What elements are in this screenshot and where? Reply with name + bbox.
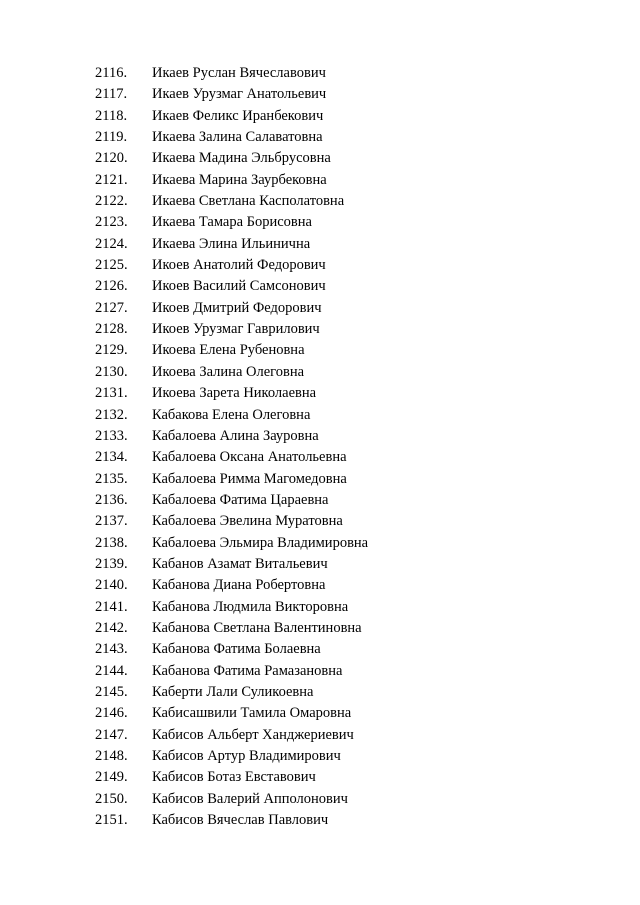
list-item <box>95 426 615 447</box>
list-item <box>95 725 615 746</box>
list-item <box>95 639 615 660</box>
entry-name: Кабисов Вячеслав Павлович <box>152 812 329 829</box>
entry-name: Кабанова Фатима Болаевна <box>152 641 321 658</box>
entry-name: Кабанова Фатима Рамазановна <box>152 662 343 679</box>
list-item <box>95 618 615 639</box>
entry-number: 2150. <box>95 790 128 807</box>
entry-name: Кабисов Ботаз Евставович <box>152 769 316 786</box>
name-list <box>95 63 615 831</box>
list-item <box>95 212 615 233</box>
entry-name: Кабакова Елена Олеговна <box>152 406 311 423</box>
entry-name: Кабалоева Алина Зауровна <box>152 427 319 444</box>
list-item <box>95 170 615 191</box>
entry-name: Икаева Светлана Касполатовна <box>152 193 345 210</box>
list-item <box>95 703 615 724</box>
entry-name: Кабалоева Эвелина Муратовна <box>152 513 343 530</box>
entry-number: 2148. <box>95 748 128 764</box>
entry-name: Икоев Василий Самсонович <box>152 278 326 295</box>
entry-number: 2123. <box>95 214 128 231</box>
entry-number: 2138. <box>95 534 128 551</box>
entry-name: Кабалоева Эльмира Владимировна <box>152 534 369 551</box>
entry-name: Икоев Анатолий Федорович <box>152 257 326 274</box>
entry-number: 2121. <box>95 171 128 188</box>
entry-name: Икаева Залина Салаватовна <box>152 129 323 146</box>
entry-name: Каберти Лали Суликоевна <box>152 683 314 700</box>
entry-number: 2117. <box>95 86 128 103</box>
list-item <box>95 405 615 426</box>
entry-number: 2134. <box>95 449 128 466</box>
entry-name: Икаев Урузмаг Анатольевич <box>152 86 327 103</box>
entry-name: Кабанов Азамат Витальевич <box>152 555 328 572</box>
entry-number: 2129. <box>95 342 128 359</box>
entry-name: Икоев Урузмаг Гаврилович <box>152 321 320 338</box>
entry-name: Икоева Зарета Николаевна <box>152 385 317 402</box>
entry-name: Икаев Руслан Вячеславович <box>152 65 326 81</box>
entry-number: 2131. <box>95 385 128 402</box>
list-item <box>95 362 615 383</box>
entry-number: 2133. <box>95 427 128 444</box>
entry-name: Кабисов Артур Владимирович <box>152 748 341 764</box>
list-item <box>95 511 615 532</box>
list-item <box>95 490 615 511</box>
entry-name: Кабанова Светлана Валентиновна <box>152 619 362 636</box>
list-item <box>95 63 615 84</box>
list-item <box>95 191 615 212</box>
entry-number: 2132. <box>95 406 128 423</box>
list-item <box>95 469 615 490</box>
list-item <box>95 276 615 297</box>
entry-number: 2149. <box>95 769 128 786</box>
list-item <box>95 597 615 618</box>
entry-number: 2137. <box>95 513 128 530</box>
list-item <box>95 340 615 361</box>
entry-number: 2140. <box>95 577 128 594</box>
list-item <box>95 767 615 788</box>
entry-name: Кабалоева Фатима Цараевна <box>152 491 329 508</box>
list-item <box>95 255 615 276</box>
entry-number: 2145. <box>95 683 128 700</box>
list-item <box>95 661 615 682</box>
entry-name: Икаев Феликс Иранбекович <box>152 107 324 124</box>
list-item <box>95 148 615 169</box>
entry-number: 2126. <box>95 278 128 295</box>
entry-name: Икаева Марина Заурбековна <box>152 171 327 188</box>
entry-number: 2130. <box>95 363 128 380</box>
entry-name: Кабалоева Римма Магомедовна <box>152 470 347 487</box>
entry-number: 2116. <box>95 65 128 81</box>
entry-name: Кабанова Людмила Викторовна <box>152 598 349 615</box>
entry-number: 2122. <box>95 193 128 210</box>
list-item <box>95 533 615 554</box>
entry-number: 2139. <box>95 555 128 572</box>
list-item <box>95 383 615 404</box>
entry-number: 2135. <box>95 470 128 487</box>
entry-number: 2120. <box>95 150 128 167</box>
entry-number: 2127. <box>95 299 128 316</box>
list-item <box>95 746 615 767</box>
entry-name: Кабалоева Оксана Анатольевна <box>152 449 347 466</box>
entry-name: Икаева Элина Ильинична <box>152 235 311 252</box>
list-item <box>95 789 615 810</box>
entry-number: 2142. <box>95 619 128 636</box>
list-item <box>95 319 615 340</box>
list-item <box>95 234 615 255</box>
list-item <box>95 575 615 596</box>
entry-number: 2144. <box>95 662 128 679</box>
list-item <box>95 554 615 575</box>
list-item <box>95 682 615 703</box>
entry-name: Икоева Елена Рубеновна <box>152 342 305 359</box>
entry-number: 2124. <box>95 235 128 252</box>
entry-number: 2119. <box>95 129 128 146</box>
entry-number: 2141. <box>95 598 128 615</box>
list-item <box>95 298 615 319</box>
list-item <box>95 810 615 831</box>
entry-name: Икоева Залина Олеговна <box>152 363 305 380</box>
entry-number: 2146. <box>95 705 128 722</box>
list-item <box>95 84 615 105</box>
entry-name: Кабисов Альберт Ханджериевич <box>152 726 354 743</box>
entry-name: Икаева Тамара Борисовна <box>152 214 312 231</box>
entry-number: 2128. <box>95 321 128 338</box>
entry-number: 2143. <box>95 641 128 658</box>
entry-number: 2151. <box>95 812 128 829</box>
entry-name: Кабисов Валерий Апполонович <box>152 790 348 807</box>
list-item <box>95 127 615 148</box>
entry-number: 2147. <box>95 726 128 743</box>
entry-name: Кабанова Диана Робертовна <box>152 577 326 594</box>
entry-name: Икоев Дмитрий Федорович <box>152 299 322 316</box>
entry-name: Икаева Мадина Эльбрусовна <box>152 150 331 167</box>
list-item <box>95 447 615 468</box>
entry-number: 2118. <box>95 107 128 124</box>
entry-number: 2125. <box>95 257 128 274</box>
entry-number: 2136. <box>95 491 128 508</box>
entry-name: Кабисашвили Тамила Омаровна <box>152 705 352 722</box>
list-item <box>95 106 615 127</box>
